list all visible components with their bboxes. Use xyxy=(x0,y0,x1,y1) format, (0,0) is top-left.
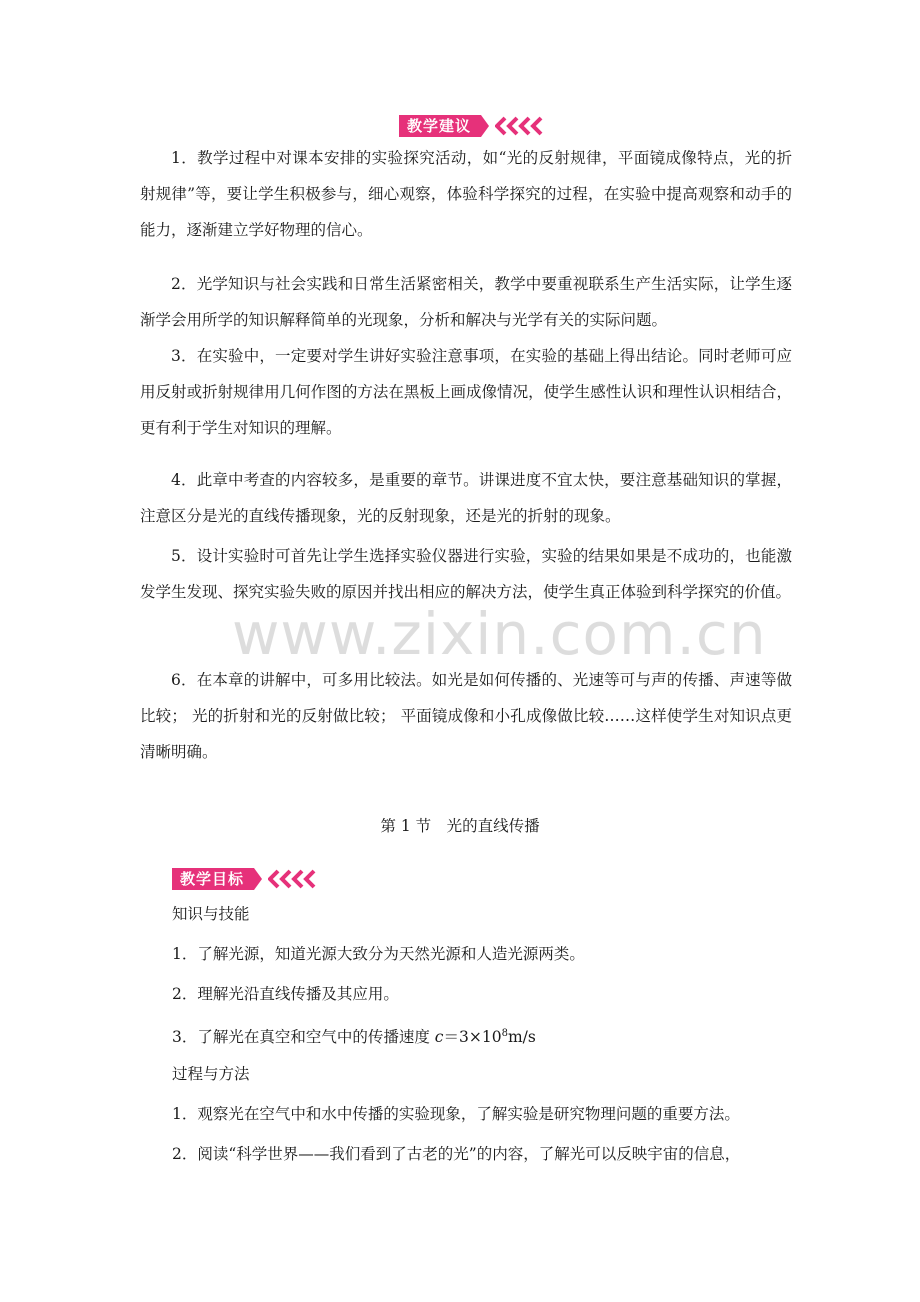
teaching-suggestions-banner xyxy=(399,113,545,139)
goal-text: ＝3×10 xyxy=(443,1028,502,1047)
variable-c: c xyxy=(434,1028,444,1047)
suggestion-paragraph-3: 3．在实验中，一定要对学生讲好实验注意事项，在实验的基础上得出结论。同时老师可应用反射或折射规律用几何作图的方法在黑板上画成像情况，使学生感性认识和理性认识相结合，更有利于学生对知识的理解。 xyxy=(140,347,792,437)
suggestion-paragraph-4: 4．此章中考查的内容较多，是重要的章节。讲课进度不宜太快，要注意基础知识的掌握，注意区分是光的直线传播现象，光的反射现象，还是光的折射的现象。 xyxy=(140,471,792,525)
teaching-goals-banner xyxy=(172,866,318,892)
watermark: www.zixin.com.cn xyxy=(232,600,767,668)
chevrons-left-icon xyxy=(268,869,318,889)
suggestion-paragraph-1: 1．教学过程中对课本安排的实验探究活动，如“光的反射规律，平面镜成像特点，光的折射规律”等，要让学生积极参与，细心观察，体验科学探究的过程，在实验中提高观察和动手的能力，逐渐建立学好物理的信心。 xyxy=(140,149,792,239)
banner-label: 教学建议 xyxy=(399,115,481,137)
exponent: 8 xyxy=(501,1028,508,1039)
goal-item: 2．理解光沿直线传播及其应用。 xyxy=(172,985,399,1003)
goal-item: 1．观察光在空气中和水中传播的实验现象，了解实验是研究物理问题的重要方法。 xyxy=(172,1105,740,1123)
goal-text: 3．了解光在真空和空气中的传播速度 xyxy=(172,1028,435,1047)
unit: m/s xyxy=(507,1028,536,1047)
banner-label: 教学目标 xyxy=(172,868,254,890)
goal-item: 2．阅读“科学世界——我们看到了古老的光”的内容，了解光可以反映宇宙的信息， xyxy=(172,1145,741,1163)
goals-heading-knowledge: 知识与技能 xyxy=(172,905,250,923)
section-title: 第 1 节 光的直线传播 xyxy=(380,817,540,835)
suggestion-paragraph-5: 5．设计实验时可首先让学生选择实验仪器进行实验，实验的结果如果是不成功的，也能激发学生发现、探究实验失败的原因并找出相应的解决方法，使学生真正体验到科学探究的价值。 xyxy=(140,547,792,601)
goal-item: 1．了解光源，知道光源大致分为天然光源和人造光源两类。 xyxy=(172,945,585,963)
goal-item-speed xyxy=(172,1022,536,1049)
chevrons-left-icon xyxy=(495,116,545,136)
suggestion-paragraph-2: 2．光学知识与社会实践和日常生活紧密相关，教学中要重视联系生产生活实际，让学生逐渐学会用所学的知识解释简单的光现象，分析和解决与光学有关的实际问题。 xyxy=(140,275,792,329)
goals-heading-process: 过程与方法 xyxy=(172,1065,250,1083)
suggestion-paragraph-6: 6．在本章的讲解中，可多用比较法。如光是如何传播的、光速等可与声的传播、声速等做比较； 光的折射和光的反射做比较； 平面镜成像和小孔成像做比较……这样使学生对知识点更清晰明确。 xyxy=(140,671,792,761)
